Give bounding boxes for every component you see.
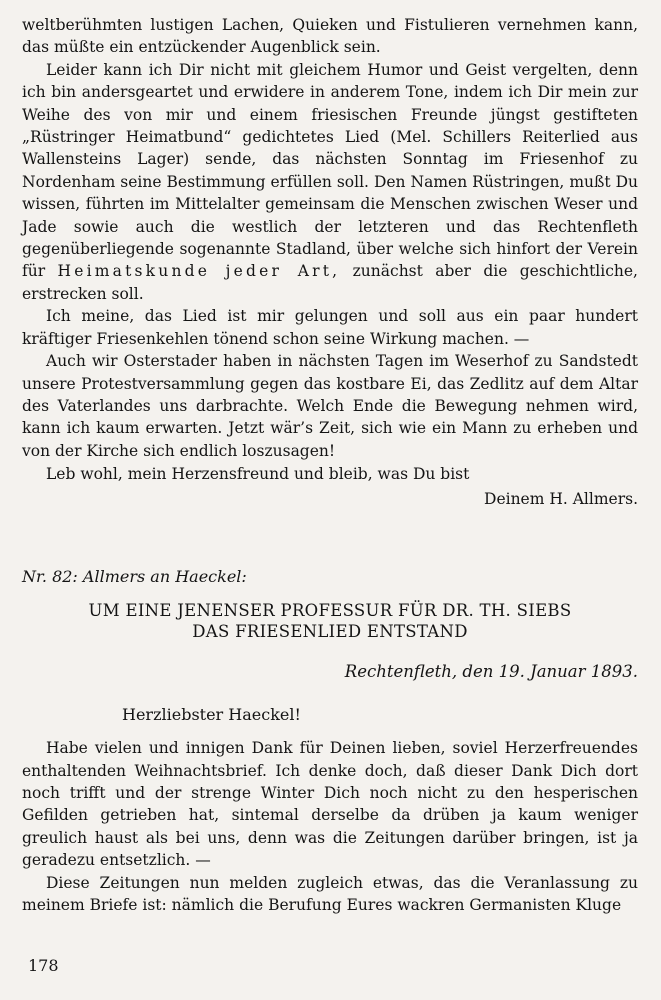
paragraph: [22, 59, 638, 305]
paragraph: Auch wir Osterstader haben in nächsten Tagen im Weserhof zu Sandstedt unsere Protestversammlung gegen das kostbare Ei, das Zedlitz auf dem Altar des Vaterlandes uns darbrachte. Welch Ende die Bewegung nehmen wird, kann ich kaum erwarten. Jetzt wär’s Zeit, sich wie ein Mann zu erheben und von der Kirche sich endlich loszusagen!: [22, 352, 638, 460]
paragraph: Ich meine, das Lied ist mir gelungen und soll aus ein paar hundert kräftiger Friesenkehlen tönend schon seine Wirkung machen. —: [22, 307, 638, 348]
title-line: DAS FRIESENLIED ENTSTAND: [192, 622, 468, 642]
paragraph: Diese Zeitungen nun melden zugleich etwas, das die Veranlassung zu meinem Briefe ist: nämlich die Berufung Eures wackren Germanisten Kluge: [22, 873, 638, 914]
dateline: Rechtenfleth, den 19. Januar 1893.: [344, 662, 638, 682]
letter-title: [22, 600, 638, 642]
closing-line: Leb wohl, mein Herzensfreund und bleib, was Du bist: [46, 465, 470, 484]
paragraph-text: zunächst aber die geschichtliche, erstrecken soll.: [22, 262, 638, 303]
paragraph-text: Leider kann ich Dir nicht mit gleichem Humor und Geist vergelten, denn ich bin andersgeartet und erwidere in anderem Tone, indem ich Dir mein zur Weihe des von mir und einem friesischen Freunde jüngst gestifteten „Rüstringer Heimatbund“ gedichtetes Lied (Mel. Schillers Reiterlied aus Wallensteins Lager) sende, das nächsten Sonntag im Friesenhof zu Nordenham seine Bestimmung erfüllen soll. Den Namen Rüstringen, mußt Du wissen, führten im Mittelalter gemeinsam die Menschen zwischen Weser und Jade sowie auch die westlich der letzteren und das Rechtenfleth gegenüberliegende sogenannte Stadland, über welche sich hinfort der Verein für: [22, 60, 638, 281]
spaced-emphasis: Heimatskunde jeder Art,: [57, 262, 341, 281]
paragraph: weltberühmten lustigen Lachen, Quieken und Fistulieren vernehmen kann, das müßte ein entzückender Augenblick sein.: [22, 16, 638, 57]
signature: Deinem H. Allmers.: [484, 489, 638, 508]
paragraph: Habe vielen und innigen Dank für Deinen lieben, soviel Herzerfreuendes enthaltenden Weihnachtsbrief. Ich denke doch, daß dieser Dank Dich dort noch trifft und der strenge Winter Dich noch nicht zu den hesperischen Gefilden getrieben hat, sintemal derselbe da drüben ja kaum weniger greulich haust als bei uns, denn was die Zeitungen darüber bringen, ist ja geradezu entsetzlich. —: [22, 739, 638, 870]
salutation: Herzliebster Haeckel!: [122, 704, 301, 724]
page-number: 178: [28, 956, 59, 975]
book-page: [22, 14, 638, 916]
title-line: UM EINE JENENSER PROFESSUR FÜR DR. TH. SIEBS: [88, 601, 572, 621]
letter-number: Nr. 82: Allmers an Haeckel:: [22, 566, 247, 586]
